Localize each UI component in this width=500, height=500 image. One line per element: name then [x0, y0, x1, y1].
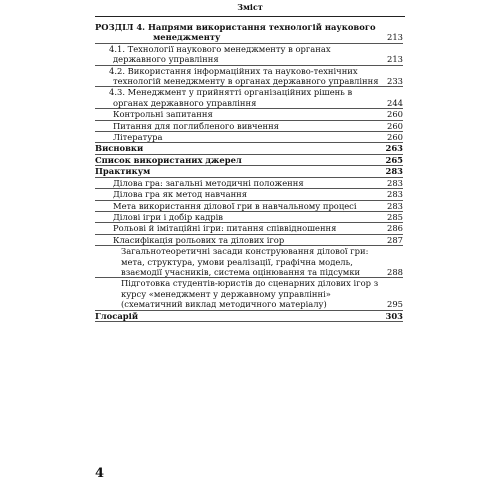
toc-entry-text: 4.1. Технології наукового менеджменту в органах державного управління: [109, 43, 331, 65]
toc-page-number: 244: [387, 97, 403, 108]
toc-entry-4-3[interactable]: [95, 87, 403, 109]
toc-entry-business-game-method[interactable]: [95, 189, 403, 200]
toc-page-number: 263: [385, 143, 403, 154]
toc-entry-text: Підготовка студентів-юристів до сценарних ділових ігор з курсу «менеджмент у державному управлінні» (схематичний виклад методичного матеріалу): [121, 278, 379, 310]
toc-entry-literature[interactable]: [95, 132, 403, 143]
toc-page-number: 286: [387, 223, 403, 234]
toc-entry-student-preparation[interactable]: [95, 278, 403, 310]
toc-page-number: 287: [387, 234, 403, 245]
toc-entry-games-classification[interactable]: [95, 235, 403, 246]
toc-entry-text: Ділові ігри і добір кадрів: [113, 211, 223, 222]
toc-entry-business-game-general[interactable]: [95, 178, 403, 189]
toc-page-number: 260: [387, 109, 403, 120]
toc-entry-text: Контрольні запитання: [113, 109, 213, 120]
toc-page-number: 213: [387, 54, 403, 65]
toc-entry-control-questions[interactable]: [95, 109, 403, 120]
toc-page-number: 295: [387, 299, 403, 310]
toc-entry-business-game-purpose[interactable]: [95, 201, 403, 212]
toc-page-number: 265: [385, 154, 403, 165]
toc-page-number: 260: [387, 132, 403, 143]
toc-page-number: 283: [385, 166, 403, 177]
toc-entry-references[interactable]: [95, 155, 403, 166]
chapter-title-line1: РОЗДІЛ 4. Напрями використання технологій наукового: [95, 22, 376, 32]
toc-entry-text: Рольові й імітаційні ігри: питання співвідношення: [113, 223, 337, 234]
toc-page-number: 283: [387, 177, 403, 188]
toc-entry-text: Питання для поглибленого вивчення: [113, 120, 279, 131]
toc-entry-4-1[interactable]: [95, 44, 403, 66]
toc-entry-text: [95, 22, 387, 43]
toc-entry-text: Практикум: [95, 166, 151, 177]
toc-entry-conclusions[interactable]: [95, 143, 403, 154]
toc-entry-text: Загальнотеоретичні засади конструювання ділової гри: мета, структура, умови реалізації, графічна модель, взаємодії учасників, система оцінювання та підсумки: [121, 246, 369, 277]
toc-entry-text: Література: [113, 132, 163, 143]
page-number: 4: [95, 466, 105, 481]
toc-entry-text: Висновки: [95, 143, 144, 154]
toc-entry-text: 4.2. Використання інформаційних та науково-технічних технологій менеджменту в органах державного управління: [109, 65, 379, 87]
toc-entry-glossary[interactable]: [95, 311, 403, 322]
toc-page-number: 288: [387, 266, 403, 277]
toc-page-number: 303: [385, 310, 403, 321]
toc-page-number: 233: [387, 76, 403, 87]
toc-entry-text: Глосарій: [95, 310, 139, 321]
toc-page-number: 283: [387, 200, 403, 211]
toc-entry-4-2[interactable]: [95, 66, 403, 88]
toc-entry-practicum[interactable]: [95, 166, 403, 177]
toc-entry-text: 4.3. Менеджмент у прийнятті організаційних рішень в органах державного управління: [109, 87, 353, 108]
toc-entry-game-design-principles[interactable]: [95, 246, 403, 278]
chapter-title-line2: менеджменту: [153, 32, 221, 43]
toc-entry-chapter-4[interactable]: [95, 22, 403, 44]
table-of-contents: [95, 22, 403, 322]
toc-entry-text: Ділова гра як метод навчання: [113, 189, 248, 200]
toc-page-number: 213: [387, 32, 403, 43]
toc-entry-business-games-recruitment[interactable]: [95, 212, 403, 223]
toc-page-number: 260: [387, 120, 403, 131]
toc-entry-text: Список використаних джерел: [95, 154, 242, 165]
toc-entry-text: Мета використання ділової гри в навчальному процесі: [113, 200, 357, 211]
toc-page-number: 285: [387, 211, 403, 222]
toc-entry-text: Класифікація рольових та ділових ігор: [113, 234, 285, 245]
toc-entry-role-simulation-games[interactable]: [95, 223, 403, 234]
toc-entry-text: Ділова гра: загальні методичні положення: [113, 177, 304, 188]
toc-entry-further-study[interactable]: [95, 121, 403, 132]
running-head: Зміст: [95, 0, 405, 17]
toc-page-number: 283: [387, 189, 403, 200]
